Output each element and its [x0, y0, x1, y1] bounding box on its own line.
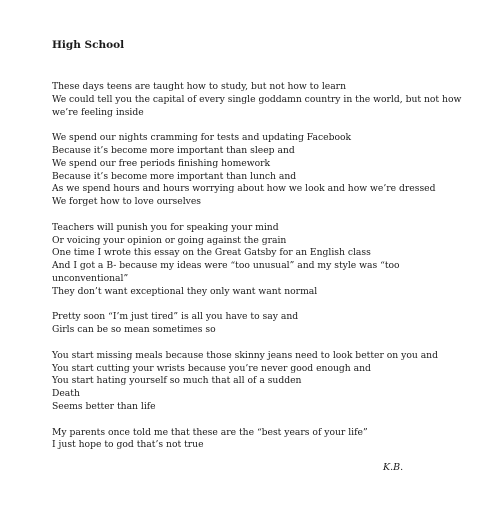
poem-line: Death — [52, 388, 80, 400]
stanza — [52, 350, 472, 414]
poem-line: We spend our free periods finishing homework — [52, 157, 271, 169]
poem-line: You start hating yourself so much that all of a sudden — [52, 375, 302, 387]
stanza — [52, 311, 472, 337]
poem-line: Seems better than life — [52, 400, 156, 412]
poem-line: You start missing meals because those skinny jeans need to look better on you and — [52, 349, 438, 361]
stanza — [52, 132, 472, 209]
stanza — [52, 81, 472, 119]
poem-line: We could tell you the capital of every single goddamn country in the world, but not how we’re feeling inside — [52, 93, 462, 118]
poem-line: Because it’s become more important than lunch and — [52, 170, 297, 182]
poem-line: One time I wrote this essay on the Great Gatsby for an English class — [52, 247, 371, 259]
poem-line: Or voicing your opinion or going against the grain — [52, 234, 287, 246]
author-signature: K.B. — [383, 462, 404, 473]
poem-line: Because it’s become more important than sleep and — [52, 144, 295, 156]
poem-line: We forget how to love ourselves — [52, 196, 201, 208]
poem-line: You start cutting your wrists because you’re never good enough and — [52, 362, 371, 374]
stanza — [52, 427, 472, 453]
poem-line: These days teens are taught how to study, but not how to learn — [52, 81, 346, 92]
poem-line: Girls can be so mean sometimes so — [52, 324, 216, 336]
stanza — [52, 222, 472, 299]
poem-line: Pretty soon “I’m just tired” is all you have to say and — [52, 311, 299, 323]
poem-line: As we spend hours and hours worrying about how we look and how we’re dressed — [52, 183, 436, 195]
poem-line: I just hope to god that’s not true — [52, 439, 204, 451]
poem-line: Teachers will punish you for speaking your mind — [52, 221, 279, 233]
poem-line: My parents once told me that these are the “best years of your life” — [52, 426, 368, 438]
poem-line: They don’t want exceptional they only want want normal — [52, 285, 318, 297]
poem-line: And I got a B- because my ideas were “too unusual” and my style was “too unconventional” — [52, 260, 400, 284]
poem-title: High School — [52, 39, 125, 51]
poem-body — [52, 81, 472, 465]
poem-line: We spend our nights cramming for tests and updating Facebook — [52, 132, 352, 144]
